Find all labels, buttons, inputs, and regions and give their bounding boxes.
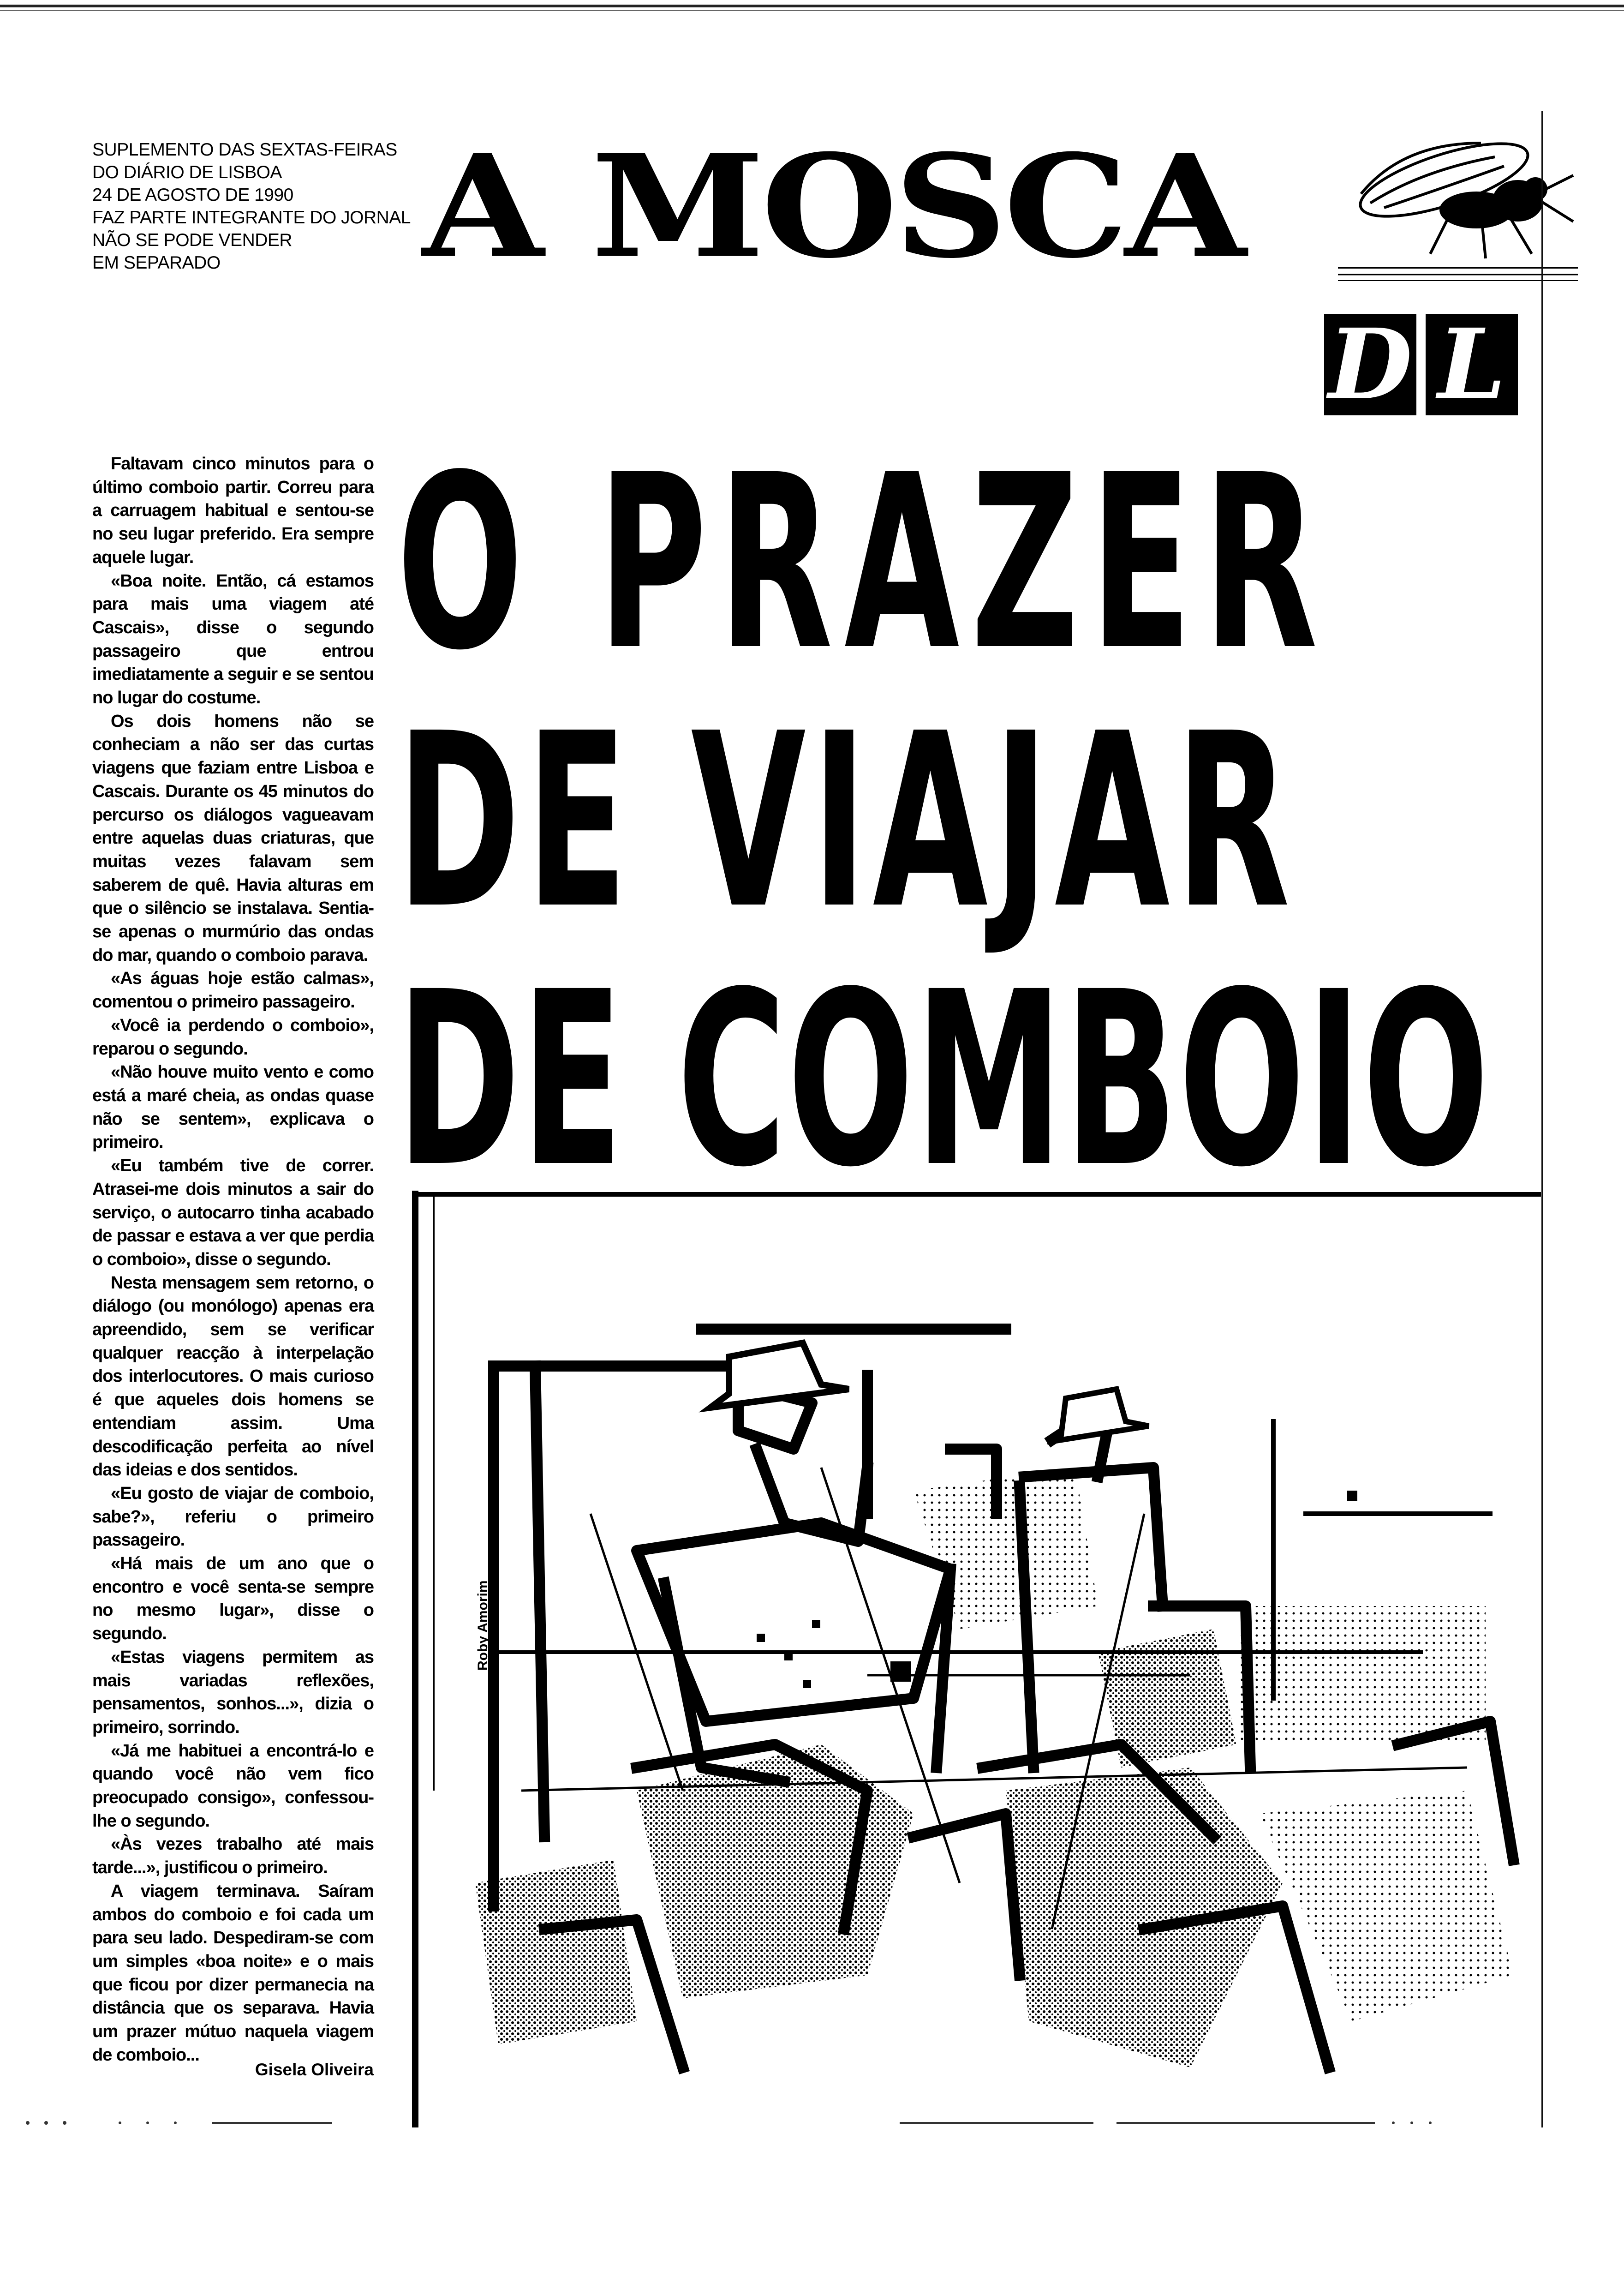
- article-paragraph: «Não houve muito vento e como está a maré cheia, as ondas quase não se sentem», explicava o primeiro.: [92, 1062, 374, 1152]
- train-passengers-illustration: [406, 1191, 1541, 2127]
- top-border-rule-thin: [0, 10, 1624, 11]
- article-body: [92, 452, 374, 2067]
- masthead-title: A MOSCA: [422, 124, 1243, 290]
- info-line: FAZ PARTE INTEGRANTE DO JORNAL: [92, 208, 411, 228]
- top-border-rule: [0, 5, 1624, 7]
- right-border-rule: [1541, 111, 1543, 2127]
- article-paragraph: «Estas viagens permitem as mais variadas reflexões, pensamentos, sonhos...», dizia o primeiro, sorrindo.: [92, 1647, 374, 1737]
- headline-line-2: DE VIAJAR: [397, 682, 1296, 961]
- article-paragraph: «Você ia perdendo o comboio», reparou o segundo.: [92, 1015, 374, 1059]
- info-line: DO DIÁRIO DE LISBOA: [92, 162, 282, 182]
- article-paragraph: «Eu gosto de viajar de comboio, sabe?», referiu o primeiro passageiro.: [92, 1483, 374, 1550]
- article-paragraph: A viagem terminava. Saíram ambos do comboio e foi cada um para seu lado. Despediram-se com um simples «boa noite» e o mais que ficou por dizer permanecia na distância que os separava. Havia um prazer mútuo naquela viagem de comboio...: [92, 1881, 374, 2065]
- article-paragraph: Os dois homens não se conheciam a não ser das curtas viagens que faziam entre Lisboa e Cascais. Durante os 45 minutos do percurso os diálogos vagueavam entre aquelas duas criaturas, que muitas vezes falavam sem saberem de quê. Havia alturas em que o silêncio se instalava. Sentia-se apenas o murmúrio das ondas do mar, quando o comboio parava.: [92, 711, 374, 965]
- article-paragraph: «Às vezes trabalho até mais tarde...», justificou o primeiro.: [92, 1834, 374, 1878]
- article-paragraph: «Já me habituei a encontrá-lo e quando você não vem fico preocupado consigo», confessou-lhe o segundo.: [92, 1741, 374, 1831]
- headline-line-1: O PRAZER: [397, 423, 1330, 703]
- masthead-info: [92, 138, 434, 274]
- article-paragraph: «Boa noite. Então, cá estamos para mais uma viagem até Cascais», disse o segundo passageiro que entrou imediatamente a seguir e se sentou no lugar do costume.: [92, 571, 374, 708]
- dl-logo-d: D: [1324, 314, 1416, 415]
- info-line: NÃO SE PODE VENDER: [92, 230, 293, 250]
- info-line: SUPLEMENTO DAS SEXTAS-FEIRAS: [92, 140, 397, 160]
- article-paragraph: «Há mais de um ano que o encontro e você senta-se sempre no mesmo lugar», disse o segundo.: [92, 1554, 374, 1644]
- article-paragraph: Nesta mensagem sem retorno, o diálogo (ou monólogo) apenas era apreendido, sem se verificar qualquer reacção à interpelação dos interlocutores. O mais curioso é que aqueles dois homens se entendiam assim. Uma descodificação perfeita ao nível das ideias e dos sentidos.: [92, 1273, 374, 1480]
- article-paragraph: «As águas hoje estão calmas», comentou o primeiro passageiro.: [92, 969, 374, 1012]
- headline: [397, 423, 1491, 1220]
- article-paragraph: «Eu também tive de correr. Atrasei-me dois minutos a sair do serviço, o autocarro tinha acabado de passar e estava a ver que perdia o comboio», disse o segundo.: [92, 1156, 374, 1269]
- dl-logo-l: L: [1426, 314, 1518, 415]
- dl-logo: [1324, 307, 1518, 421]
- info-line: 24 DE AGOSTO DE 1990: [92, 185, 293, 205]
- fly-icon: [1329, 115, 1578, 286]
- bottom-border-speckles: [0, 2109, 1624, 2137]
- article-paragraph: Faltavam cinco minutos para o último comboio partir. Correu para a carruagem habitual e sentou-se no seu lugar preferido. Era sempre aquele lugar.: [92, 454, 374, 567]
- illustration-credit: Roby Amorim: [475, 1580, 490, 1671]
- article-byline: Gisela Oliveira: [255, 2060, 374, 2079]
- info-line: EM SEPARADO: [92, 253, 221, 273]
- headline-line-3: DE COMBOIO: [397, 940, 1491, 1220]
